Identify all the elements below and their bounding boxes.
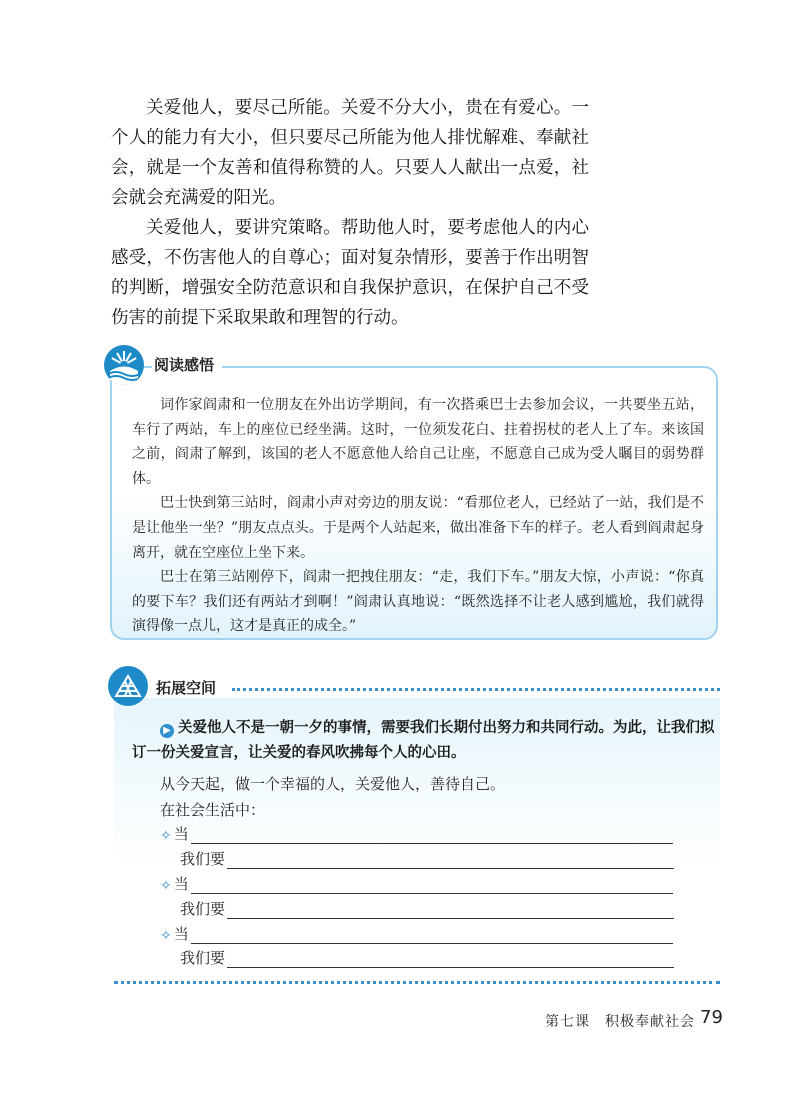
reading-paragraph-3: 巴士在第三站刚停下，阎肃一把拽住朋友：“走，我们下车。”朋友大惊，小声说：“你真的要下车？我们还有两站才到啊！”阎肃认真地说：“既然选择不让老人感到尴尬，我们就得演得像一点儿，这才是真正的成全。” [132,569,704,635]
task-instruction [132,716,716,766]
sunrise-icon [104,345,144,385]
dotted-divider-bottom [114,981,720,984]
when-label: 当 [173,925,189,943]
grid-icon [108,666,148,706]
we-blank-2[interactable] [227,902,674,919]
declaration-line-2: 在社会生活中： [160,801,266,819]
when-label: 当 [173,825,189,843]
reading-paragraph-1: 词作家阎肃和一位朋友在外出访学期间，有一次搭乘巴士去参加会议，一共要坐五站，车行了两站，车上的座位已经坐满。这时，一位须发花白、拄着拐杖的老人上了车。来该国之前，阎肃了解到，该国的老人不愿意他人给自己让座，不愿意自己成为受人瞩目的弱势群体。 [132,397,704,487]
main-paragraph-1: 关爱他人，要尽己所能。关爱不分大小，贵在有爱心。一个人的能力有大小，但只要尽己所能为他人排忧解难、奉献社会，就是一个友善和值得称赞的人。只要人人献出一点爱，社会就会充满爱的阳光。 [111,98,589,208]
when-row-3[interactable] [160,922,673,944]
we-blank-3[interactable] [227,951,674,968]
declaration [160,771,505,823]
reading-body [132,393,704,639]
we-row-2[interactable] [180,897,674,919]
we-blank-1[interactable] [227,852,674,869]
when-row-1[interactable] [160,822,673,844]
we-row-1[interactable] [180,847,674,869]
play-icon: ▶ [160,724,174,738]
reading-paragraph-2: 巴士快到第三站时，阎肃小声对旁边的朋友说：“看那位老人，已经站了一站，我们是不是让他坐一坐？”朋友点点头。于是两个人站起来，做出准备下车的样子。老人看到阎肃起身离开，就在空座位上坐下来。 [132,495,704,561]
expand-section-title: 拓展空间 [156,679,217,697]
chapter-footer: 第七课 积极奉献社会 [545,1014,695,1030]
reading-section-title: 阅读感悟 [152,352,222,377]
when-label: 当 [173,875,189,893]
main-paragraph-2: 关爱他人，要讲究策略。帮助他人时，要考虑他人的内心感受，不伤害他人的自尊心；面对复杂情形，要善于作出明智的判断，增强安全防范意识和自我保护意识，在保护自己不受伤害的前提下采取果敢和理智的行动。 [111,218,589,328]
when-row-2[interactable] [160,872,673,894]
main-text [111,93,589,333]
task-text: 关爱他人不是一朝一夕的事情，需要我们长期付出努力和共同行动。为此，让我们拟订一份关爱宣言，让关爱的春风吹拂每个人的心田。 [132,720,715,761]
diamond-bullet-icon: ✧ [160,828,172,844]
we-label: 我们要 [180,850,226,868]
we-row-3[interactable] [180,946,674,968]
when-blank-2[interactable] [191,877,673,894]
diamond-bullet-icon: ✧ [160,878,172,894]
declaration-line-1: 从今天起，做一个幸福的人，关爱他人，善待自己。 [160,775,506,793]
we-label: 我们要 [180,900,226,918]
we-label: 我们要 [180,949,226,967]
dotted-divider-top [232,688,720,691]
when-blank-1[interactable] [191,827,673,844]
diamond-bullet-icon: ✧ [160,928,172,944]
when-blank-3[interactable] [191,927,673,944]
page-number: 79 [700,1007,723,1028]
